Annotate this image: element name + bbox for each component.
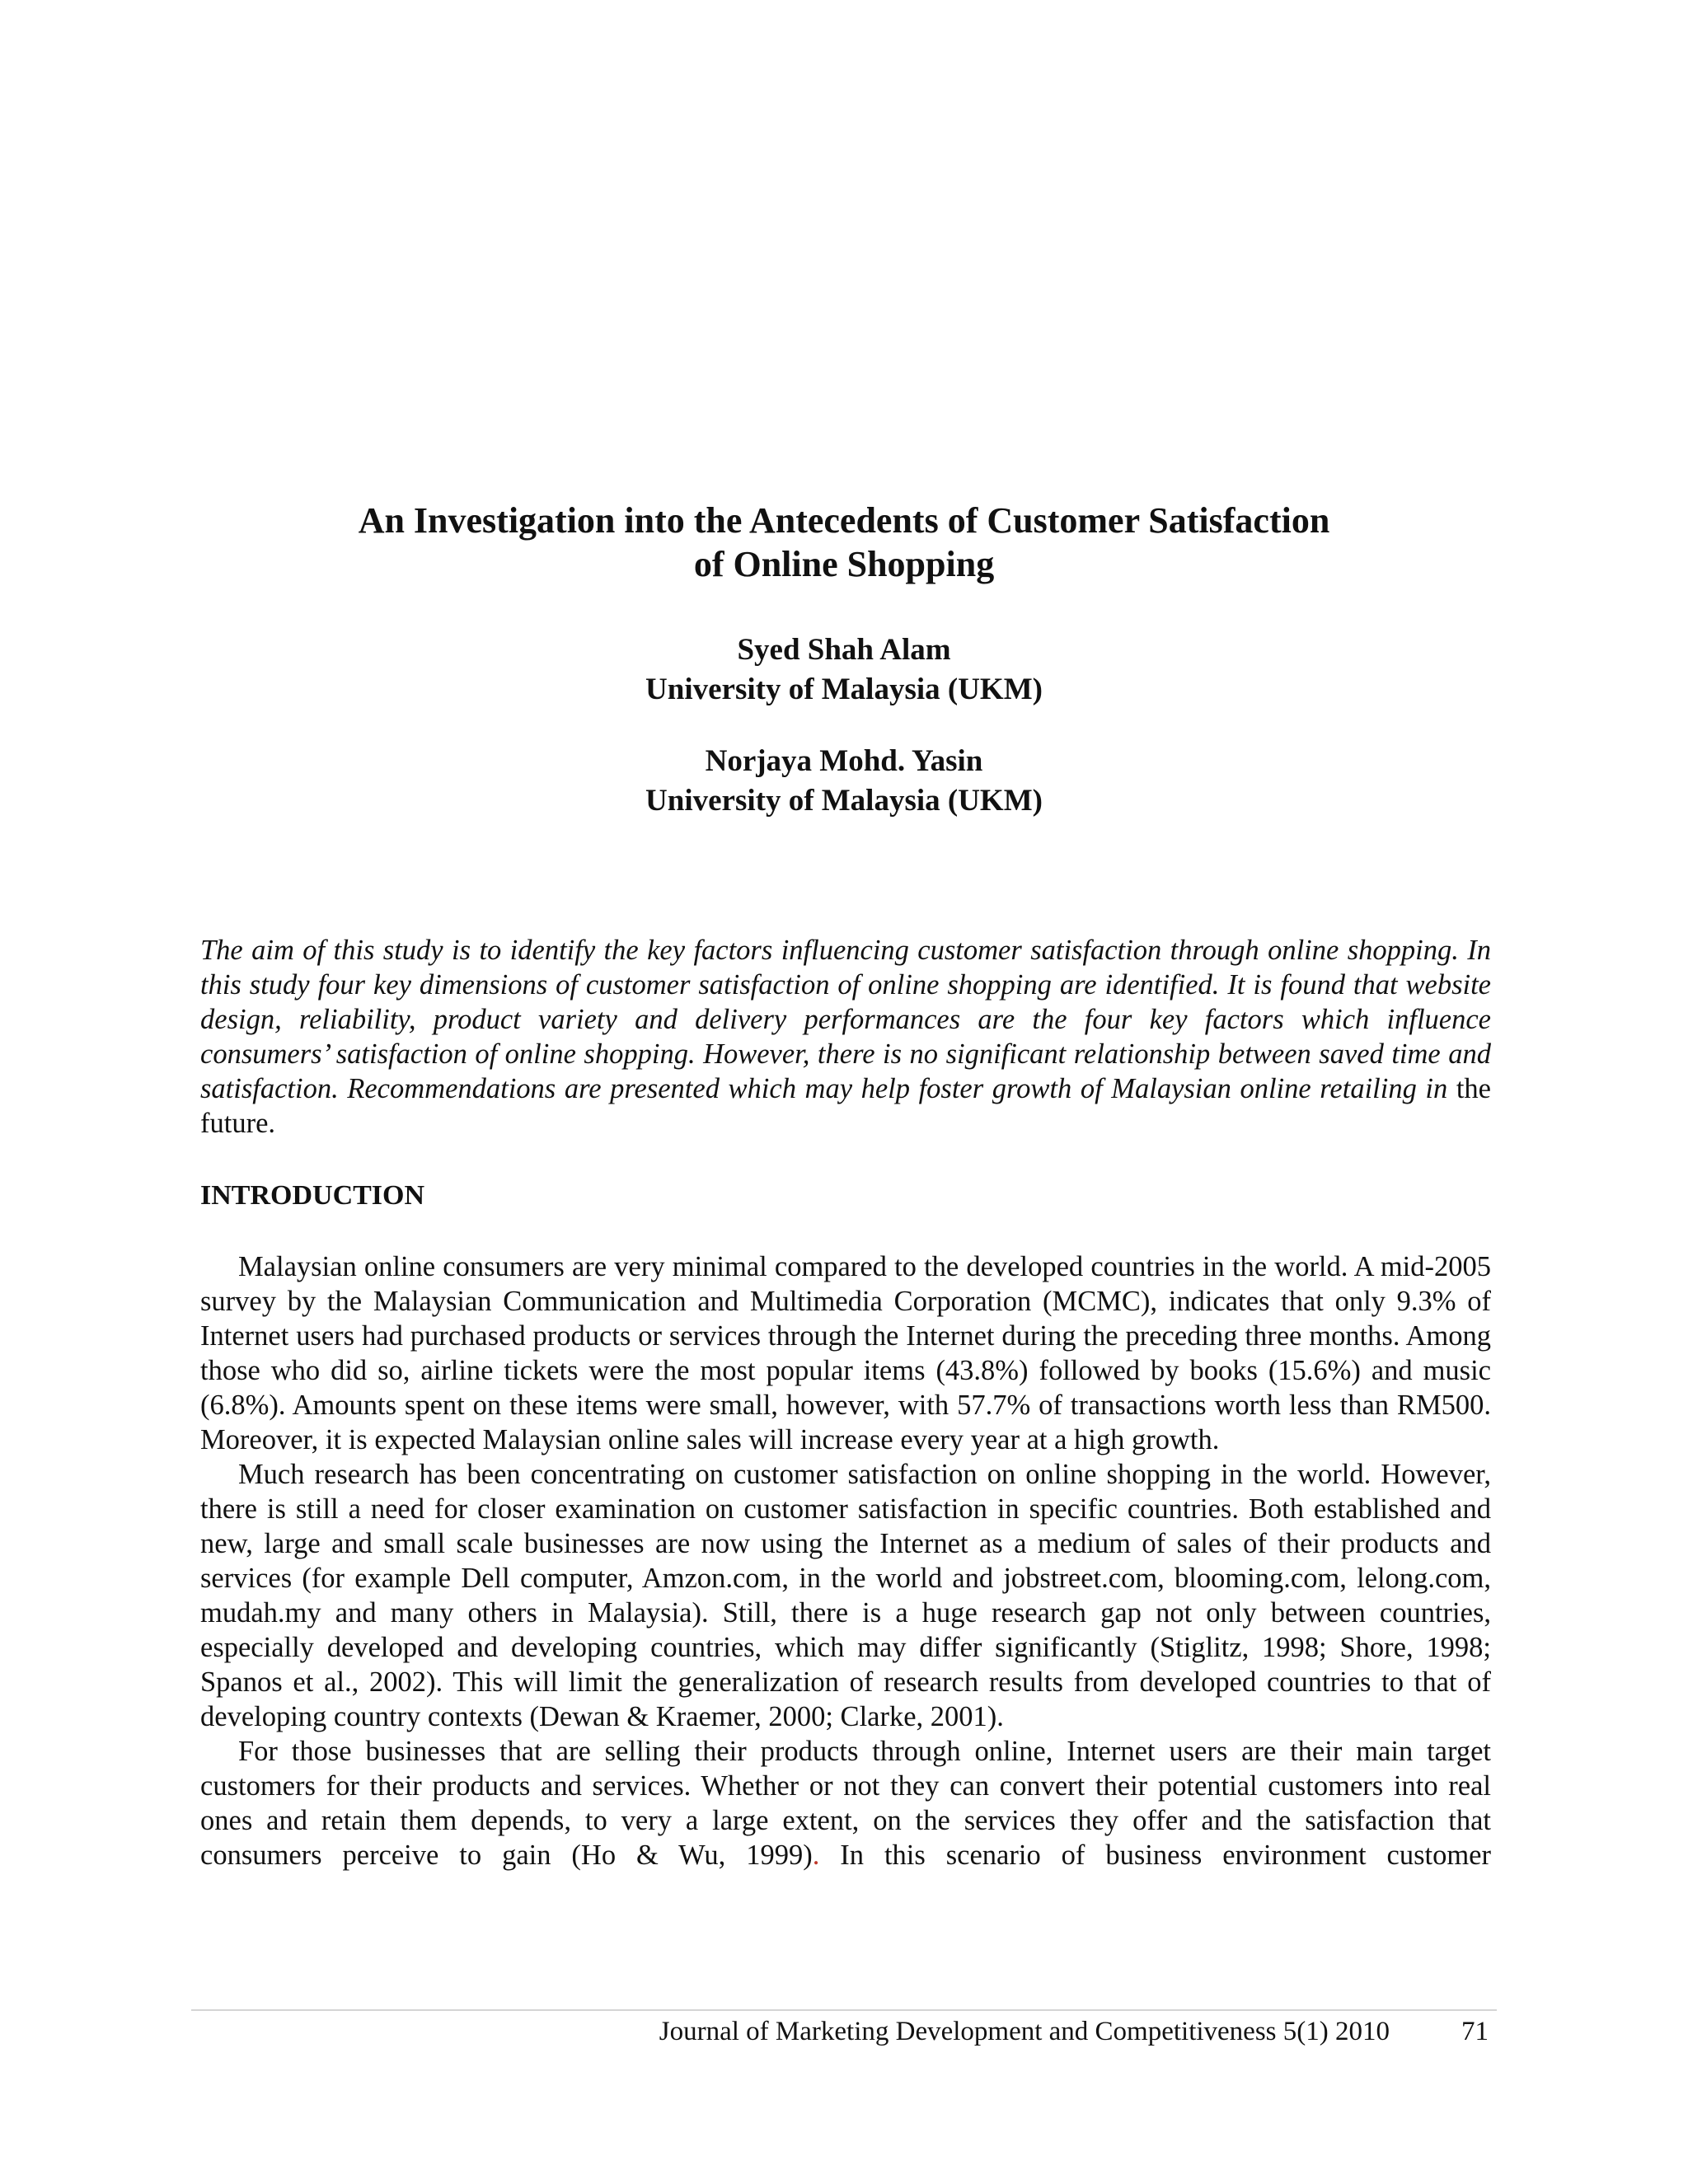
section-heading: INTRODUCTION [200,1180,425,1211]
author-name: Norjaya Mohd. Yasin [705,744,983,778]
paragraph-1: Malaysian online consumers are very minimal compared to the developed countries in the world. A mid-2005 survey by the Malaysian Communication and Multimedia Corporation (MCMC), indicates that only 9.3% of Internet users had purchased products or services through the Internet during the preceding three months. Among those who did so, airline tickets were the most popular items (43.8%) followed by books (15.6%) and music (6.8%). Amounts spent on these items were small, however, with 57.7% of transactions worth less than RM500. Moreover, it is expected Malaysian online sales will increase every year at a high growth. [200,1251,1491,1455]
abstract-roman-tail: the future. [200,1073,1491,1139]
paragraph-3 [200,1734,1491,1872]
abstract-italic-text: The aim of this study is to identify the key factors influencing customer satisfaction through online shopping. In this study four key dimensions of customer satisfaction of online shopping are identified. It is found that website design, reliability, product variety and delivery performances are the four key factors which influence consumers’ satisfaction of online shopping. However, there is no significant relationship between saved time and satisfaction. Recommendations are presented which may help foster growth of Malaysian online retailing in [200,935,1491,1104]
author-name: Syed Shah Alam [737,633,951,667]
paper-title-line-1: An Investigation into the Antecedents of Customer Satisfaction [358,500,1330,541]
footer-journal-citation: Journal of Marketing Development and Competitiveness 5(1) 2010 [659,2017,1390,2046]
page-number: 71 [1461,2017,1489,2046]
abstract [200,933,1491,1141]
paragraph-2: Much research has been concentrating on customer satisfaction on online shopping in the world. However, there is still a need for closer examination on customer satisfaction in specific countries. Both established and new, large and small scale businesses are now using the Internet as a medium of sales of their products and services (for example Dell computer, Amzon.com, in the world and jobstreet.com, blooming.com, lelong.com, mudah.my and many others in Malaysia). Still, there is a huge research gap not only between countries, especially developed and developing countries, which may differ significantly (Stiglitz, 1998; Shore, 1998; Spanos et al., 2002). This will limit the generalization of research results from developed countries to that of developing country contexts (Dewan & Kraemer, 2000; Clarke, 2001). [200,1459,1491,1732]
paper-title-line-2: of Online Shopping [693,544,995,584]
author-affiliation: University of Malaysia (UKM) [645,673,1043,706]
paragraph-3-text: For those businesses that are selling their products through online, Internet users are their main target customers for their products and services. Whether or not they can convert their potential customers into real ones and retain them depends, to very a large extent, on the services they offer and the satisfaction that consumers perceive to gain (Ho & Wu, 1999) [200,1736,1491,1871]
paragraph-3-period: . [812,1840,820,1871]
paper-title [0,499,1688,586]
author-block-2 [0,742,1688,821]
paragraph-3-continuation: In this scenario of business environment customer [819,1840,1491,1871]
introduction-body [200,1249,1491,1872]
footer-divider [191,2009,1497,2011]
author-block-1 [0,630,1688,710]
author-affiliation: University of Malaysia (UKM) [645,784,1043,818]
